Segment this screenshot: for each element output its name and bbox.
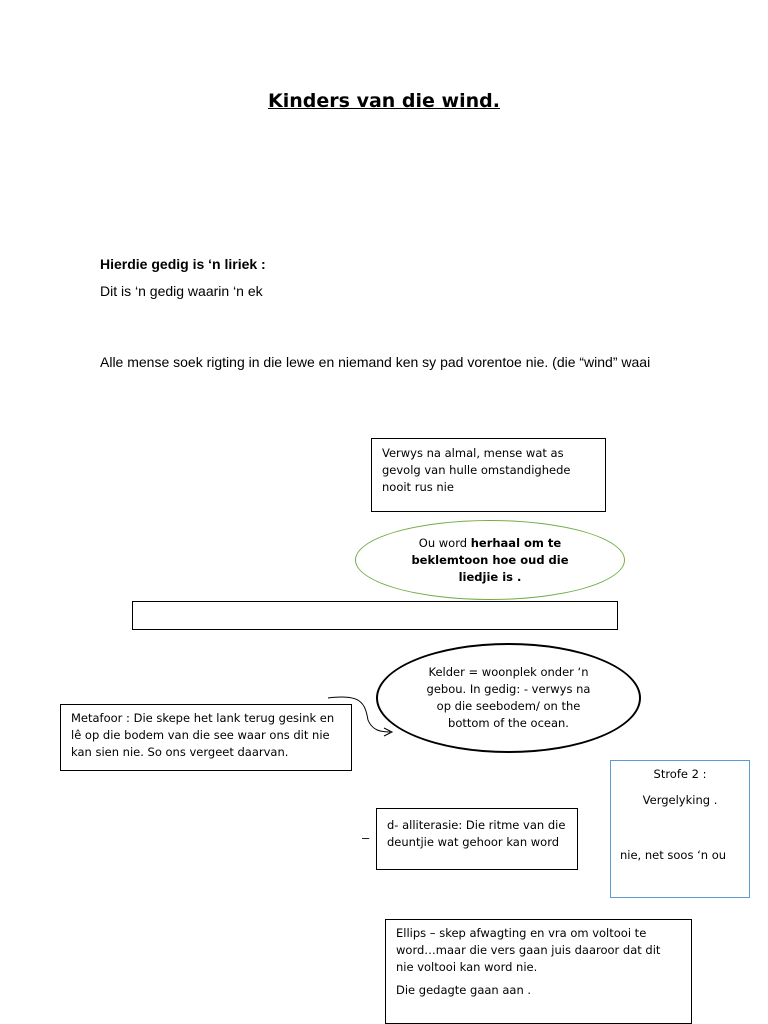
- annotation-metafoor-text: Metafoor : Die skepe het lank terug gesink en lê op die bodem van die see waar ons dit nie kan sien nie. So ons vergeet daarvan.: [71, 711, 335, 759]
- annotation-alliterasie-box: [376, 808, 578, 870]
- annotation-metafoor-box: [60, 704, 352, 771]
- annotation-strofe-box: [610, 760, 750, 898]
- lyric-heading: Hierdie gedig is ‘n liriek :: [100, 256, 266, 272]
- herhaal-prefix: Ou word: [418, 535, 471, 550]
- herhaal-bold: herhaal om te beklemtoon hoe oud die liedjie is .: [411, 535, 569, 584]
- annotation-almal-box: [371, 438, 606, 512]
- annotation-kelder-ellipse: [376, 643, 641, 753]
- strofe-text: nie, net soos ‘n ou: [620, 848, 727, 862]
- strofe-heading: Strofe 2 :: [653, 767, 707, 781]
- dash-mark: –: [362, 830, 370, 845]
- annotation-kelder-text: Kelder = woonplek onder ‘n gebou. In gedig: - verwys na op die seebodem/ on the bottom of the ocean.: [426, 665, 591, 730]
- strofe-subheading: Vergelyking .: [642, 793, 718, 807]
- theme-line: Alle mense soek rigting in die lewe en niemand ken sy pad vorentoe nie. (die “wind” waai: [100, 354, 651, 370]
- document-title: Kinders van die wind.: [268, 90, 500, 112]
- annotation-ellips-box: [385, 919, 692, 1024]
- annotation-almal-text: Verwys na almal, mense wat as gevolg van hulle omstandighede nooit rus nie: [382, 446, 571, 494]
- annotation-herhaal-ellipse: [355, 520, 625, 600]
- lyric-definition: Dit is ‘n gedig waarin ‘n ek: [100, 283, 263, 299]
- annotation-ellips-text: Ellips – skep afwagting en vra om voltooi te word…maar die vers gaan juis daaroor dat dit nie voltooi kan word nie.: [396, 926, 661, 974]
- empty-annotation-box: [132, 601, 618, 630]
- annotation-herhaal-text: [411, 535, 569, 586]
- annotation-alliterasie-text: d- alliterasie: Die ritme van die deuntjie wat gehoor kan word: [387, 818, 566, 849]
- annotation-ellips-followup: Die gedagte gaan aan .: [396, 983, 532, 997]
